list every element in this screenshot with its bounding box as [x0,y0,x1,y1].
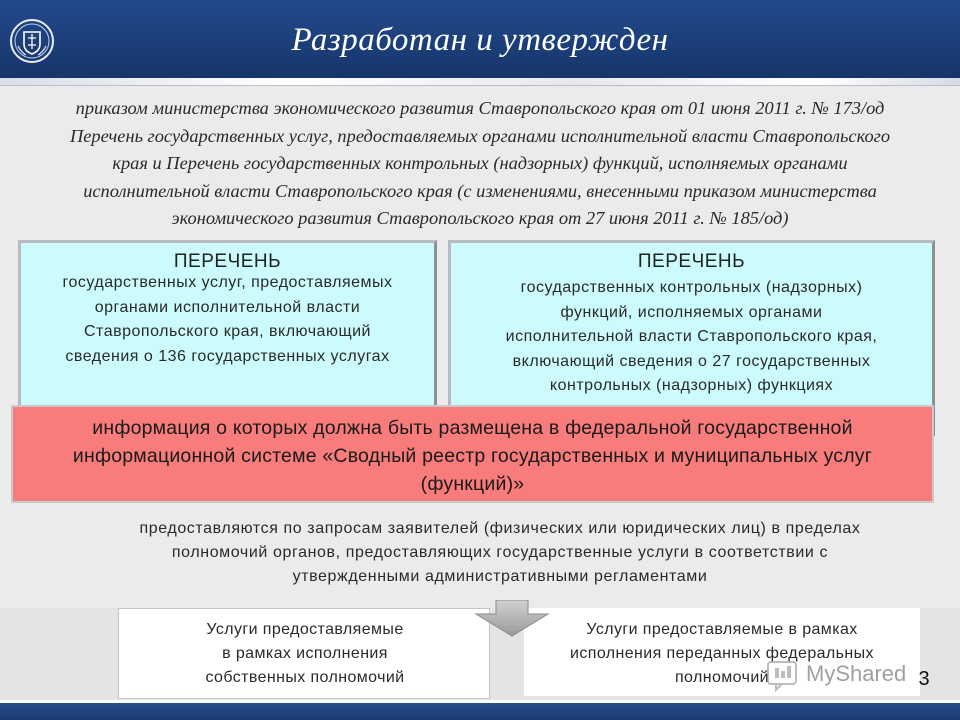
registry-info-line: информационной системе «Сводный реестр государственных и муниципальных услуг [72,445,873,467]
own-powers-text [140,618,470,690]
services-list-line: Ставропольского края, включающий [84,323,371,340]
intro-line: Перечень государственных услуг, предоставляемых органами исполнительной власти Ставропольского [69,125,891,146]
slide-title: Разработан и утвержден [291,22,669,58]
services-list-line: государственных услуг, предоставляемых [62,274,393,291]
description-line: предоставляются по запросам заявителей (физических или юридических лиц) в пределах [139,520,861,537]
own-powers-line: в рамках исполнения [222,645,388,662]
functions-list-line: государственных контрольных (надзорных) [520,279,863,296]
services-list-line: органами исполнительной власти [94,298,361,316]
functions-list-line: исполнительной власти Ставропольского края, [505,328,878,345]
intro-line: исполнительной власти Ставропольского края (с изменениями, внесенными приказом министерства [83,180,877,201]
delegated-powers-line: Услуги предоставляемые в рамках [586,621,858,638]
header-stripe [0,78,960,86]
description-line: утвержденными административными регламентами [292,568,708,585]
watermark-text: MyShared [806,661,907,686]
registry-info-line: (функций)» [420,473,525,495]
functions-list-text [451,276,932,399]
delegated-powers-line: исполнения переданных федеральных [570,645,874,662]
functions-list-line: функций, исполняемых органами [560,303,823,321]
footer-bar [0,703,960,720]
description-paragraph [70,517,930,589]
intro-line: приказом министерства экономического развития Ставропольского края от 01 июня 2011 г. № 173/од [75,98,885,118]
description-line: полномочий органов, предоставляющих государственные услуги в соответствии с [171,544,829,561]
intro-line: края и Перечень государственных контрольных (надзорных) функций, исполняемых органами [112,153,848,173]
header-band [0,0,960,78]
own-powers-line: собственных полномочий [205,669,405,686]
registry-info-line: информация о которых должна быть размещена в федеральной государственной [92,417,853,439]
registry-info-box [11,405,934,503]
services-list-line: сведения о 136 государственных услугах [65,347,390,365]
page-number: 3 [918,668,930,690]
functions-list-line: контрольных (надзорных) функциях [549,377,834,394]
delegated-powers-line: полномочий [674,669,770,686]
functions-list-heading: ПЕРЕЧЕНЬ [637,251,746,272]
intro-paragraph [10,95,950,233]
own-powers-line: Услуги предоставляемые [206,621,404,638]
functions-list-line: включающий сведения о 27 государственных [512,352,871,370]
services-list-text [21,271,434,369]
services-list-heading: ПЕРЕЧЕНЬ [173,251,282,272]
intro-line: экономического развития Ставропольского края от 27 июня 2011 г. № 185/од) [171,208,789,228]
